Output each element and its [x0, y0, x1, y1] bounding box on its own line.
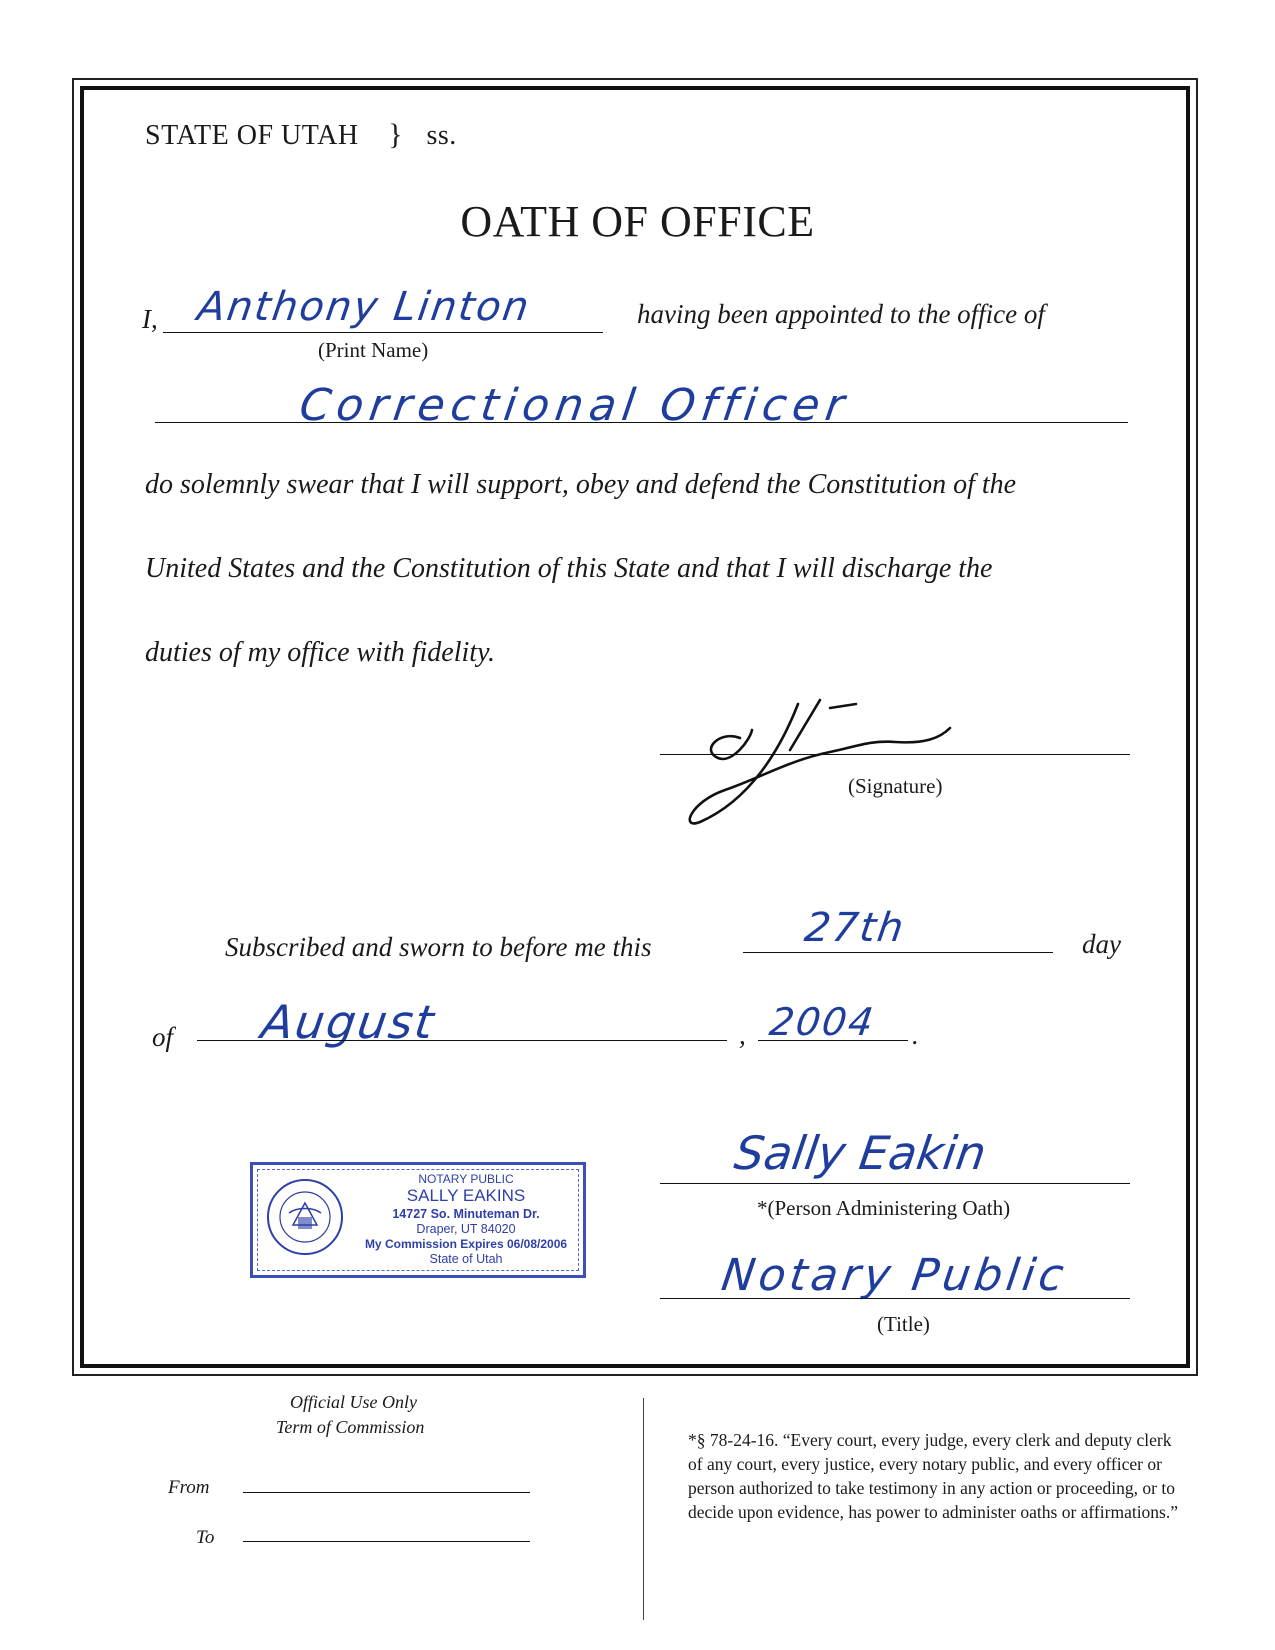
- title-handwritten: Notary Public: [718, 1250, 1071, 1301]
- appointed-text: having been appointed to the office of: [637, 299, 1045, 329]
- official-use-heading: Official Use Only: [290, 1392, 417, 1412]
- state-name: STATE OF UTAH: [145, 120, 359, 151]
- inner-border: [80, 86, 1190, 1368]
- administrator-rule: [660, 1183, 1130, 1184]
- ss-abbrev: ss.: [426, 120, 457, 151]
- utah-seal-icon: [265, 1177, 345, 1257]
- title-rule: [660, 1298, 1130, 1299]
- name-handwritten: Anthony Linton: [194, 284, 534, 330]
- oath-line-3: duties of my office with fidelity.: [145, 637, 495, 668]
- oath-line-2: United States and the Constitution of this State and that I will discharge the: [145, 553, 993, 584]
- year-rule: [758, 1040, 908, 1041]
- document-title: OATH OF OFFICE: [460, 197, 815, 246]
- title-label: (Title): [877, 1312, 930, 1336]
- name-rule: [163, 332, 603, 333]
- office-rule: [155, 422, 1128, 423]
- oath-line-1: do solemnly swear that I will support, obey and defend the Constitution of the: [145, 469, 1017, 500]
- oath-taker-signature: [680, 690, 1000, 830]
- name-label: (Print Name): [318, 338, 429, 362]
- administrator-signature: Sally Eakin: [731, 1126, 990, 1180]
- stamp-line-4: Draper, UT 84020: [416, 1222, 516, 1236]
- stamp-line-1: NOTARY PUBLIC: [418, 1172, 514, 1186]
- subscribed-text: Subscribed and sworn to before me this: [225, 932, 652, 962]
- comma: ,: [739, 1020, 746, 1050]
- stamp-line-3: 14727 So. Minuteman Dr.: [392, 1207, 540, 1221]
- of-word: of: [152, 1022, 174, 1052]
- administrator-label: *(Person Administering Oath): [757, 1196, 1011, 1220]
- to-label: To: [196, 1527, 215, 1548]
- stamp-line-6: State of Utah: [429, 1252, 503, 1266]
- day-rule: [743, 952, 1053, 953]
- to-rule: [243, 1541, 530, 1542]
- brace: }: [388, 118, 403, 151]
- month-handwritten: August: [258, 995, 439, 1049]
- statute-citation: *§ 78-24-16. “Every court, every judge, every clerk and deputy clerk of any court, every justice, every notary public, and every officer or person authorized to take testimony in any action or proceeding, or to decide upon evidence, has power to administer oaths or affirmations.”: [688, 1430, 1179, 1523]
- signature-rule: [660, 754, 1130, 755]
- month-rule: [197, 1040, 727, 1041]
- venue-line: [145, 118, 457, 152]
- day-handwritten: 27th: [801, 905, 909, 951]
- office-handwritten: Correctional Officer: [296, 380, 854, 431]
- from-label: From: [168, 1477, 210, 1498]
- year-handwritten: 2004: [766, 1000, 878, 1044]
- from-rule: [243, 1492, 530, 1493]
- pronoun-i: I,: [142, 304, 158, 334]
- stamp-line-2: SALLY EAKINS: [406, 1186, 526, 1205]
- term-heading: Term of Commission: [276, 1417, 425, 1437]
- stamp-line-5: My Commission Expires 06/08/2006: [364, 1237, 568, 1251]
- notary-stamp: [250, 1162, 586, 1278]
- period: .: [912, 1020, 919, 1050]
- day-word: day: [1082, 929, 1121, 959]
- footer-divider: [643, 1398, 644, 1620]
- signature-label: (Signature): [848, 774, 943, 798]
